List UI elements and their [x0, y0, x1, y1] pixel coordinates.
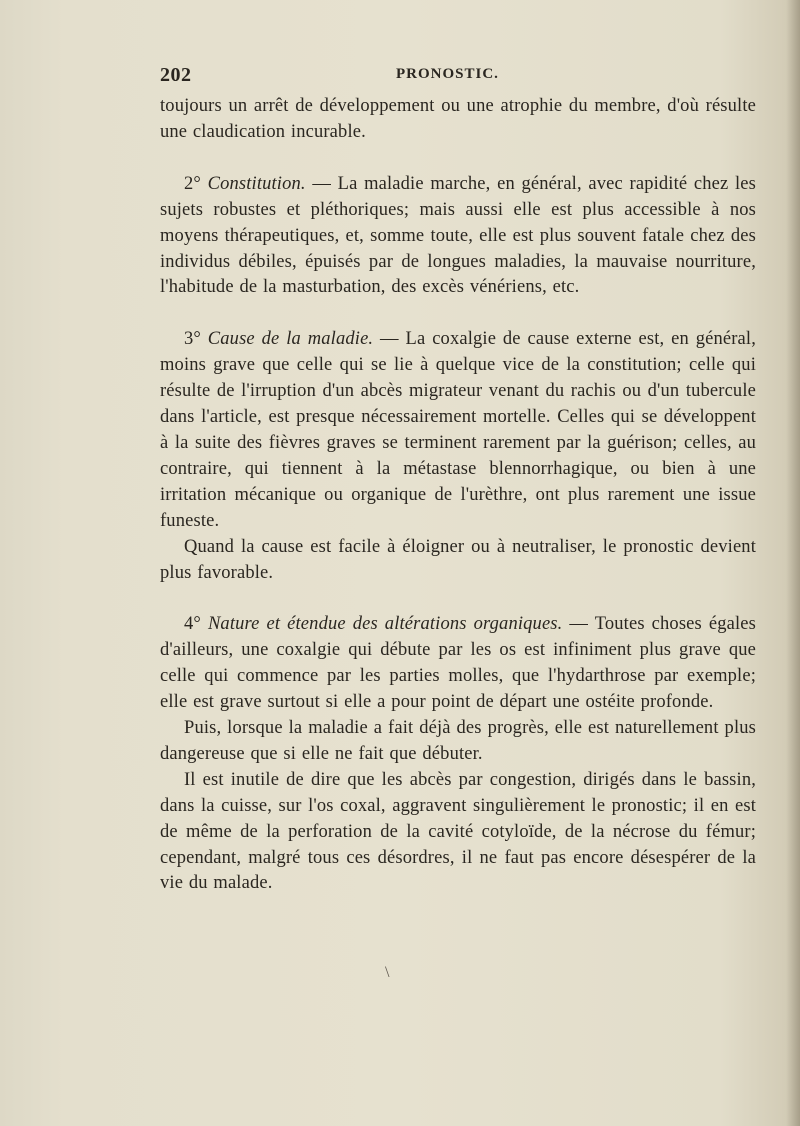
paragraph-progress — [160, 716, 756, 768]
page-number: 202 — [160, 64, 192, 86]
section-number: 4° — [184, 614, 201, 635]
section-number: 3° — [184, 329, 201, 350]
paragraph-text: Il est inutile de dire que les abcès par congestion, dirigés dans le bassin, dans la cuisse, sur l'os coxal, aggravent singulièrement le pronostic; il en est de même de la perforation de la cavité cotyloïde, de la nécrose du fémur; cependant, malgré tous ces désordres, il ne faut pas encore désespérer de la vie du malade. — [160, 769, 756, 894]
paragraph-abscess — [160, 768, 756, 898]
paragraph-constitution — [160, 172, 756, 302]
stray-ink-mark: \ — [385, 964, 390, 981]
paragraph-text: Quand la cause est facile à éloigner ou à neutraliser, le pronostic devient plus favorable. — [160, 536, 756, 583]
paragraph-text: — La maladie marche, en général, avec rapidité chez les sujets robustes et pléthoriques; mais aussi elle est plus accessible à nos moyens thérapeutiques, et, somme toute, elle est plus souvent fatale chez des individus débiles, épuisés par de longues maladies, la mauvaise nourriture, l'habitude de la masturbation, des excès vénériens, etc. — [160, 173, 756, 298]
paragraph-text: Puis, lorsque la maladie a fait déjà des progrès, elle est naturellement plus dangereuse que si elle ne fait que débuter. — [160, 718, 756, 764]
running-head: PRONOSTIC. — [396, 66, 499, 82]
paragraph-cause-followup — [160, 535, 756, 587]
section-number: 2° — [184, 173, 201, 194]
section-heading: Nature et étendue des altérations organiques. — [207, 614, 563, 635]
paragraph-text: — La coxalgie de cause externe est, en général, moins grave que celle qui se lie à quelque vice de la constitution; celle qui résulte de l'irruption d'un abcès migrateur venant du rachis ou d'un tubercule dans l'article, est presque nécessairement mortelle. Celles qui se développent à la suite des fièvres graves se terminent rarement par la guérison; celles, au contraire, qui tiennent à la métastase blennorrhagique, ou bien à une irritation mécanique ou organique de l'urèthre, ont plus rarement une issue funeste. — [160, 329, 756, 531]
paragraph-text: — Toutes choses égales d'ailleurs, une coxalgie qui débute par les os est infiniment plus grave que celle qui commence par les parties molles, que l'hydarthrose par exemple; elle est grave surtout si elle a pour point de départ une ostéite profonde. — [160, 614, 756, 713]
paragraph-nature — [160, 612, 756, 716]
page-edge-shadow — [786, 0, 800, 1126]
section-heading: Constitution. — [207, 173, 306, 194]
section-heading: Cause de la maladie. — [207, 329, 374, 350]
page-header — [160, 64, 756, 88]
paragraph-continuation — [160, 94, 756, 146]
paragraph-text: toujours un arrêt de développement ou une atrophie du membre, d'où résulte une claudication incurable. — [160, 96, 756, 142]
paragraph-cause — [160, 327, 756, 534]
body-text — [160, 94, 756, 897]
